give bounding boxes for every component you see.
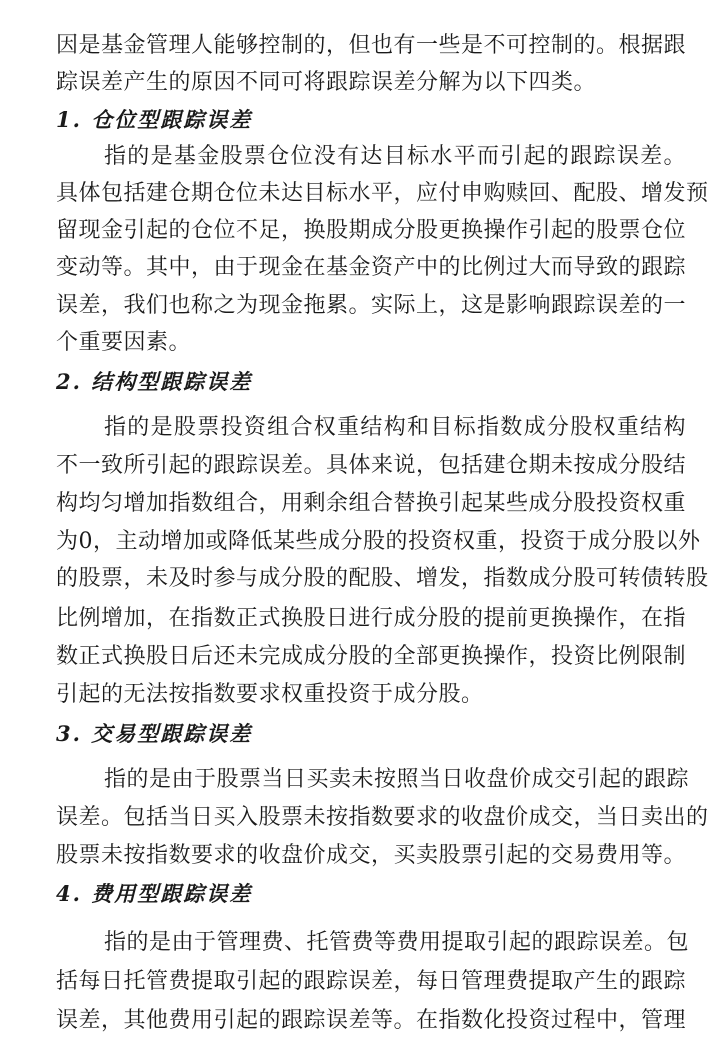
paragraph-line: 引起的无法按指数要求权重投资于成分股。 [56,682,484,707]
paragraph-line: 为0，主动增加或降低某些成分股的投资权重，投资于成分股以外 [56,529,701,554]
paragraph-line: 括每日托管费提取引起的跟踪误差，每日管理费提取产生的跟踪 [56,969,687,994]
paragraph-line: 的股票，未及时参与成分股的配股、增发，指数成分股可转债转股 [56,566,709,591]
section-heading-structure: 2. 结构型跟踪误差 [56,369,253,394]
paragraph-line: 误差。包括当日买入股票未按指数要求的收盘价成交，当日卖出的 [56,805,709,830]
paragraph-line: 留现金引起的仓位不足，换股期成分股更换操作引起的股票仓位 [56,218,687,243]
paragraph-line: 指的是由于股票当日买卖未按照当日收盘价成交引起的跟踪 [104,767,690,792]
paragraph-line: 比例增加，在指数正式换股日进行成分股的提前更换操作，在指 [56,606,687,631]
paragraph-line: 股票未按指数要求的收盘价成交，买卖股票引起的交易费用等。 [56,843,687,868]
paragraph-line: 指的是由于管理费、托管费等费用提取引起的跟踪误差。包 [104,930,690,955]
intro-line: 踪误差产生的原因不同可将跟踪误差分解为以下四类。 [56,70,597,95]
section-heading-position: 1. 仓位型跟踪误差 [56,107,253,132]
paragraph-line: 误差，我们也称之为现金拖累。实际上，这是影响跟踪误差的一 [56,293,687,318]
paragraph-line: 指的是基金股票仓位没有达目标水平而引起的跟踪误差。 [104,144,686,169]
section-heading-trading: 3. 交易型跟踪误差 [56,721,253,746]
paragraph-line: 构均匀增加指数组合，用剩余组合替换引起某些成分股投资权重 [56,491,687,516]
paragraph-line: 指的是股票投资组合权重结构和目标指数成分股权重结构 [104,415,686,440]
paragraph-line: 具体包括建仓期仓位未达目标水平，应付申购赎回、配股、增发预 [56,181,709,206]
paragraph-line: 数正式换股日后还未完成成分股的全部更换操作，投资比例限制 [56,644,687,669]
paragraph-line: 不一致所引起的跟踪误差。具体来说，包括建仓期未按成分股结 [56,453,687,478]
section-heading-expense: 4. 费用型跟踪误差 [56,881,253,906]
intro-line: 因是基金管理人能够控制的，但也有一些是不可控制的。根据跟 [56,33,687,58]
paragraph-line: 个重要因素。 [56,330,192,355]
paragraph-line: 变动等。其中，由于现金在基金资产中的比例过大而导致的跟踪 [56,255,687,280]
paragraph-line: 误差，其他费用引起的跟踪误差等。在指数化投资过程中，管理 [56,1008,687,1033]
